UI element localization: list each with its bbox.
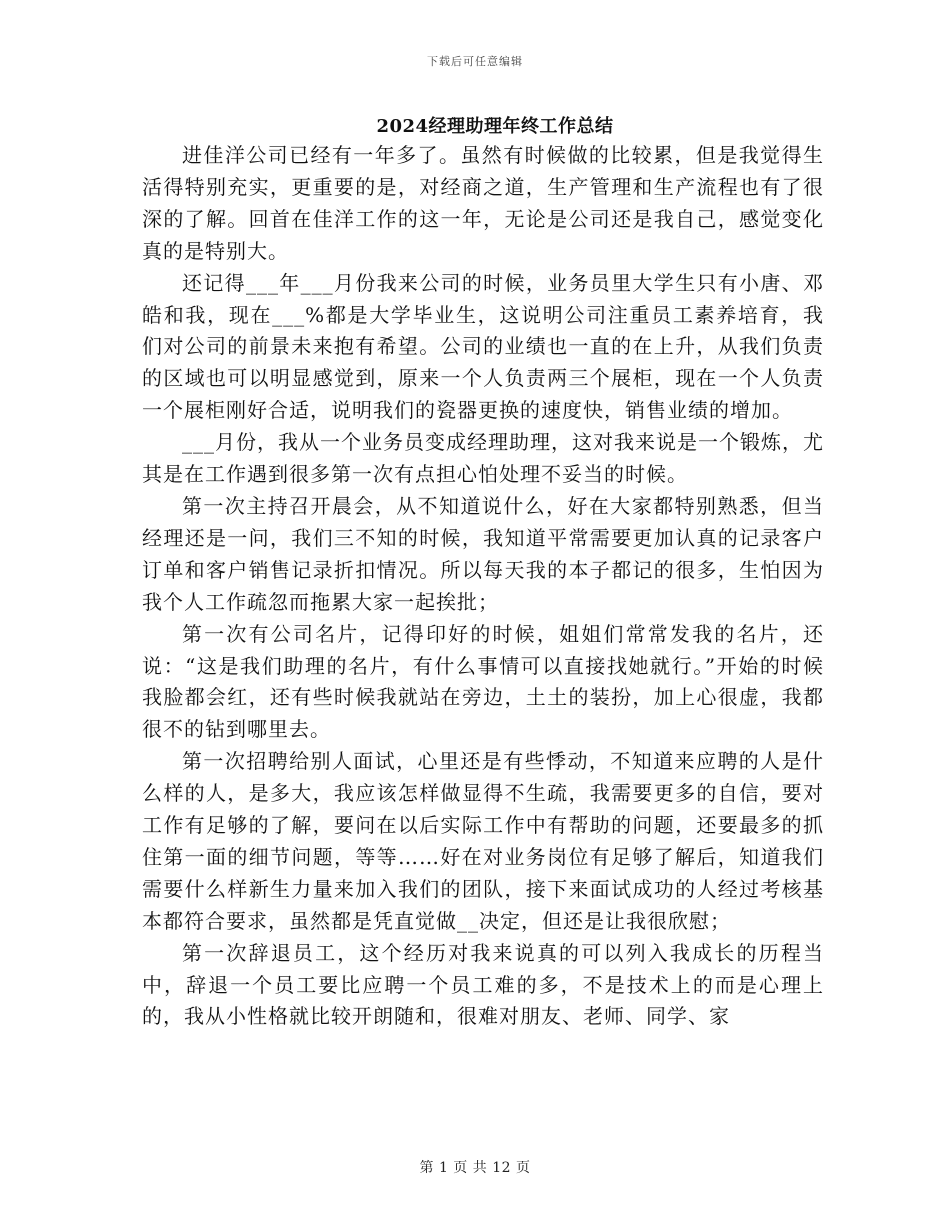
- paragraph: 第一次辞退员工，这个经历对我来说真的可以列入我成长的历程当中，辞退一个员工要比应聘一个员工难的多，不是技术上的而是心理上的，我从小性格就比较开朗随和，很难对朋友、老师、同学、家: [142, 940, 824, 1029]
- paragraph: 第一次主持召开晨会，从不知道说什么，好在大家都特别熟悉，但当经理还是一问，我们三不知的时候，我知道平常需要更加认真的记录客户订单和客户销售记录折扣情况。所以每天我的本子都记的很多，生怕因为我个人工作疏忽而拖累大家一起挨批；: [142, 493, 824, 614]
- paragraph: 第一次有公司名片，记得印好的时候，姐姐们常常发我的名片，还说：“这是我们助理的名片，有什么事情可以直接找她就行。”开始的时候我脸都会红，还有些时候我就站在旁边，土土的装扮，加上心很虚，我都很不的钻到哪里去。: [142, 621, 824, 742]
- page-number: 第 1 页 共 12 页: [419, 1160, 531, 1176]
- paragraph: 进佳洋公司已经有一年多了。虽然有时候做的比较累，但是我觉得生活得特别充实，更重要的是，对经商之道，生产管理和生产流程也有了很深的了解。回首在佳洋工作的这一年，无论是公司还是我自己，感觉变化真的是特别大。: [142, 143, 824, 263]
- header-note: 下载后可任意编辑: [427, 55, 523, 68]
- paragraph: 还记得___年___月份我来公司的时候，业务员里大学生只有小唐、邓皓和我，现在___%都是大学毕业生，这说明公司注重员工素养培育，我们对公司的前景未来抱有希望。公司的业绩也一直的在上升，从我们负责的区域也可以明显感觉到，原来一个人负责两三个展柜，现在一个人负责一个展柜刚好合适，说明我们的瓷器更换的速度快，销售业绩的增加。: [142, 270, 824, 423]
- document-body: [142, 140, 824, 1033]
- document-title: 2024经理助理年终工作总结: [376, 116, 614, 137]
- paragraph: 第一次招聘给别人面试，心里还是有些悸动，不知道来应聘的人是什么样的人，是多大，我应该怎样做显得不生疏，我需要更多的自信，要对工作有足够的了解，要问在以后实际工作中有帮助的问题，还要最多的抓住第一面的细节问题，等等……好在对业务岗位有足够了解后，知道我们需要什么样新生力量来加入我们的团队，接下来面试成功的人经过考核基本都符合要求，虽然都是凭直觉做__决定，但还是让我很欣慰；: [142, 749, 824, 933]
- paragraph: ___月份，我从一个业务员变成经理助理，这对我来说是一个锻炼，尤其是在工作遇到很多第一次有点担心怕处理不妥当的时候。: [142, 430, 824, 487]
